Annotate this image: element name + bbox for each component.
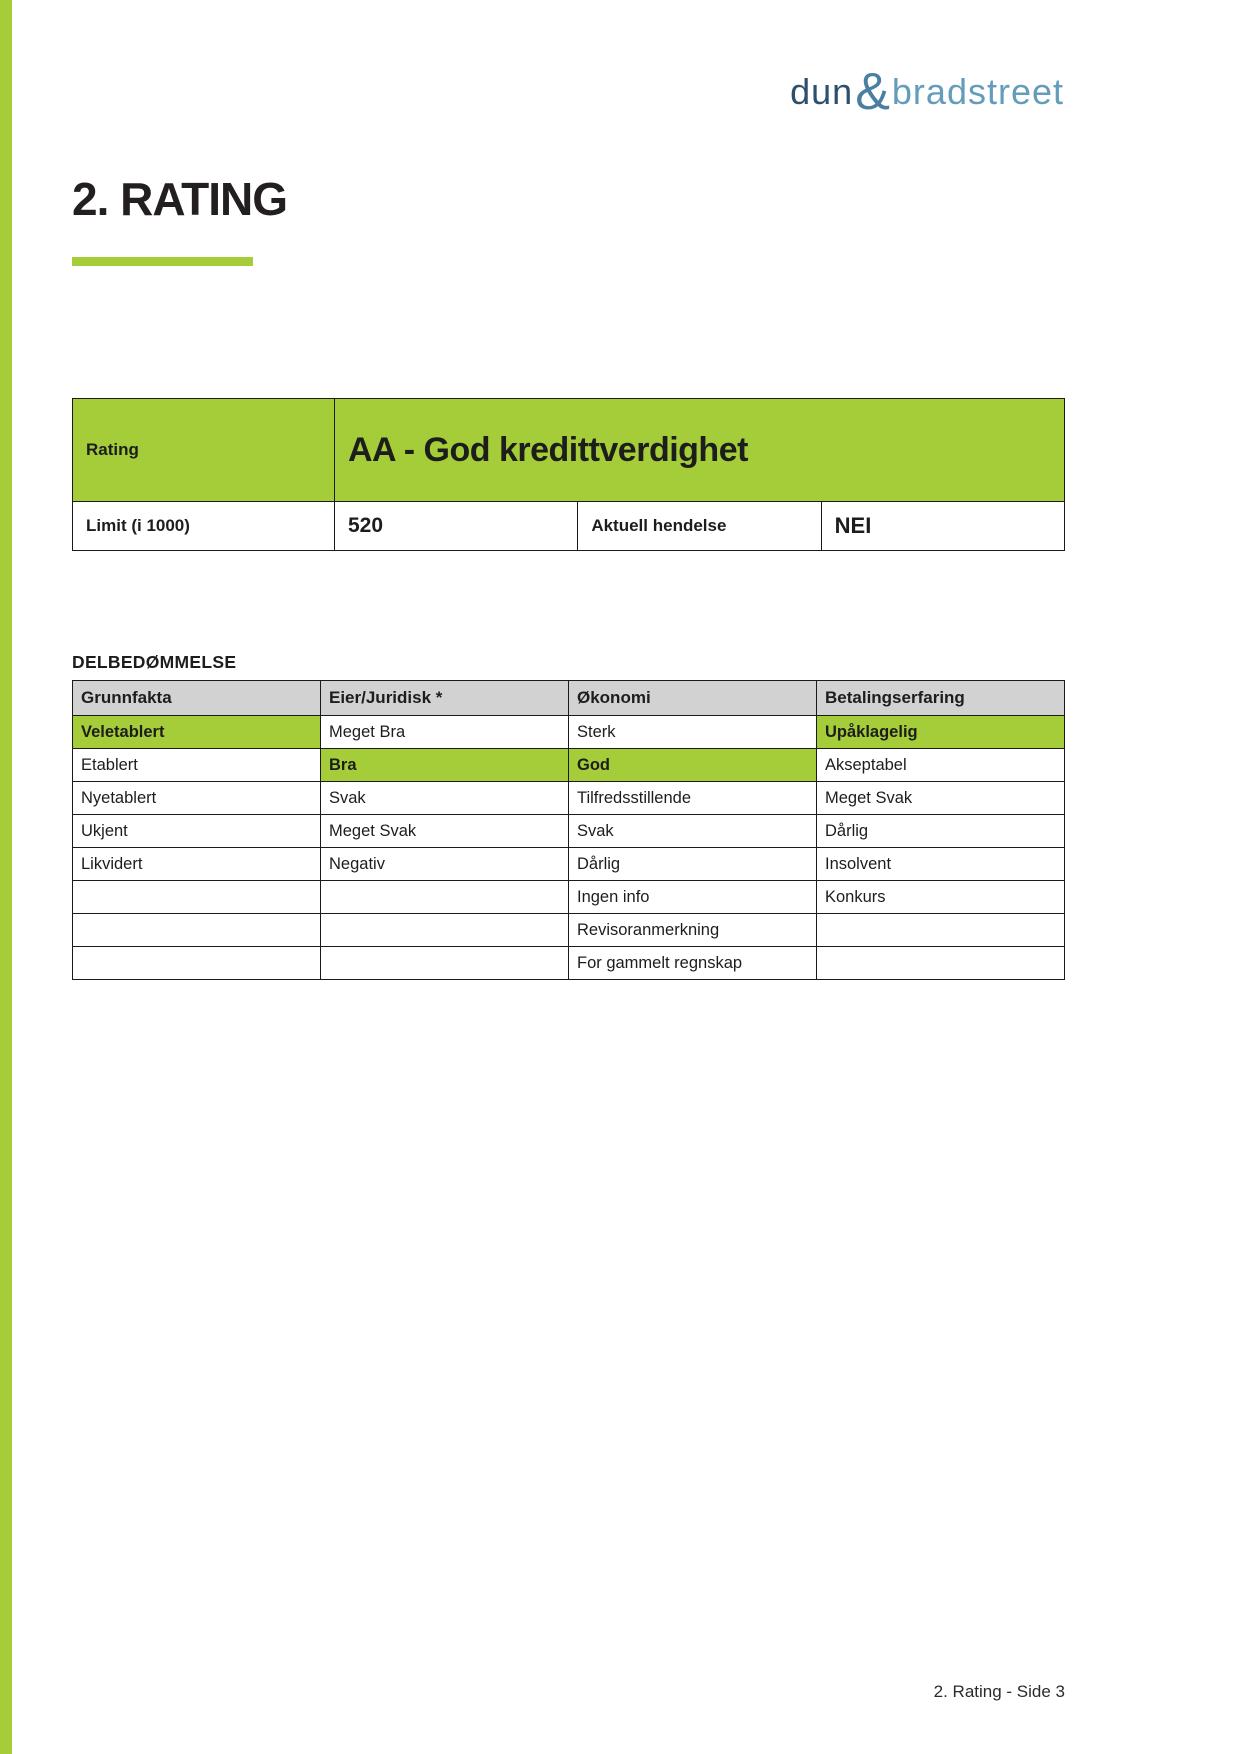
delbedommelse-cell: Veletablert	[73, 716, 321, 749]
current-event-value: NEI	[821, 502, 1064, 551]
dun-bradstreet-logo	[790, 63, 1064, 121]
delbedommelse-cell: Meget Bra	[321, 716, 569, 749]
delbedommelse-cell: Akseptabel	[817, 749, 1065, 782]
delbedommelse-column-header: Betalingserfaring	[817, 681, 1065, 716]
delbedommelse-cell: Likvidert	[73, 848, 321, 881]
delbedommelse-cell	[73, 947, 321, 980]
delbedommelse-column-header: Økonomi	[569, 681, 817, 716]
delbedommelse-row	[73, 947, 1065, 980]
delbedommelse-cell: Tilfredsstillende	[569, 782, 817, 815]
delbedommelse-header	[73, 681, 1065, 716]
delbedommelse-cell	[73, 914, 321, 947]
delbedommelse-row	[73, 815, 1065, 848]
delbedommelse-cell: Konkurs	[817, 881, 1065, 914]
title-underline-bar	[72, 257, 253, 266]
delbedommelse-cell	[321, 914, 569, 947]
delbedommelse-cell	[817, 947, 1065, 980]
delbedommelse-cell: God	[569, 749, 817, 782]
page-title: 2. RATING	[72, 173, 288, 225]
delbedommelse-cell: Dårlig	[817, 815, 1065, 848]
delbedommelse-cell: Upåklagelig	[817, 716, 1065, 749]
delbedommelse-cell: Ingen info	[569, 881, 817, 914]
current-event-label: Aktuell hendelse	[578, 502, 821, 551]
delbedommelse-column-header: Eier/Juridisk *	[321, 681, 569, 716]
delbedommelse-cell	[321, 947, 569, 980]
page-footer: 2. Rating - Side 3	[933, 1682, 1065, 1701]
rating-value: AA - God kredittverdighet	[335, 399, 1065, 502]
delbedommelse-cell	[73, 881, 321, 914]
logo-text-dun: dun	[790, 70, 854, 112]
delbedommelse-cell	[817, 914, 1065, 947]
delbedommelse-cell: Meget Svak	[817, 782, 1065, 815]
logo-text-bradstreet: bradstreet	[891, 70, 1064, 112]
limit-value: 520	[335, 502, 578, 551]
delbedommelse-cell: Ukjent	[73, 815, 321, 848]
page-edge-stripe	[0, 0, 12, 1754]
delbedommelse-cell: Meget Svak	[321, 815, 569, 848]
delbedommelse-cell: Bra	[321, 749, 569, 782]
limit-label: Limit (i 1000)	[73, 502, 335, 551]
delbedommelse-row	[73, 881, 1065, 914]
delbedommelse-row	[73, 782, 1065, 815]
rating-row	[73, 399, 1065, 502]
delbedommelse-table	[72, 680, 1065, 980]
delbedommelse-row	[73, 848, 1065, 881]
delbedommelse-body	[73, 716, 1065, 980]
delbedommelse-cell: For gammelt regnskap	[569, 947, 817, 980]
delbedommelse-cell: Negativ	[321, 848, 569, 881]
rating-table	[72, 398, 1065, 551]
delbedommelse-row	[73, 716, 1065, 749]
limit-row	[73, 502, 1065, 551]
delbedommelse-cell: Etablert	[73, 749, 321, 782]
delbedommelse-cell: Sterk	[569, 716, 817, 749]
delbedommelse-cell: Dårlig	[569, 848, 817, 881]
rating-label: Rating	[73, 399, 335, 502]
delbedommelse-row	[73, 749, 1065, 782]
delbedommelse-row	[73, 914, 1065, 947]
delbedommelse-title: DELBEDØMMELSE	[72, 652, 237, 672]
delbedommelse-column-header: Grunnfakta	[73, 681, 321, 716]
logo-ampersand-icon: &	[855, 63, 890, 121]
delbedommelse-cell	[321, 881, 569, 914]
delbedommelse-cell: Insolvent	[817, 848, 1065, 881]
delbedommelse-cell: Revisoranmerkning	[569, 914, 817, 947]
delbedommelse-cell: Svak	[569, 815, 817, 848]
delbedommelse-cell: Nyetablert	[73, 782, 321, 815]
delbedommelse-cell: Svak	[321, 782, 569, 815]
